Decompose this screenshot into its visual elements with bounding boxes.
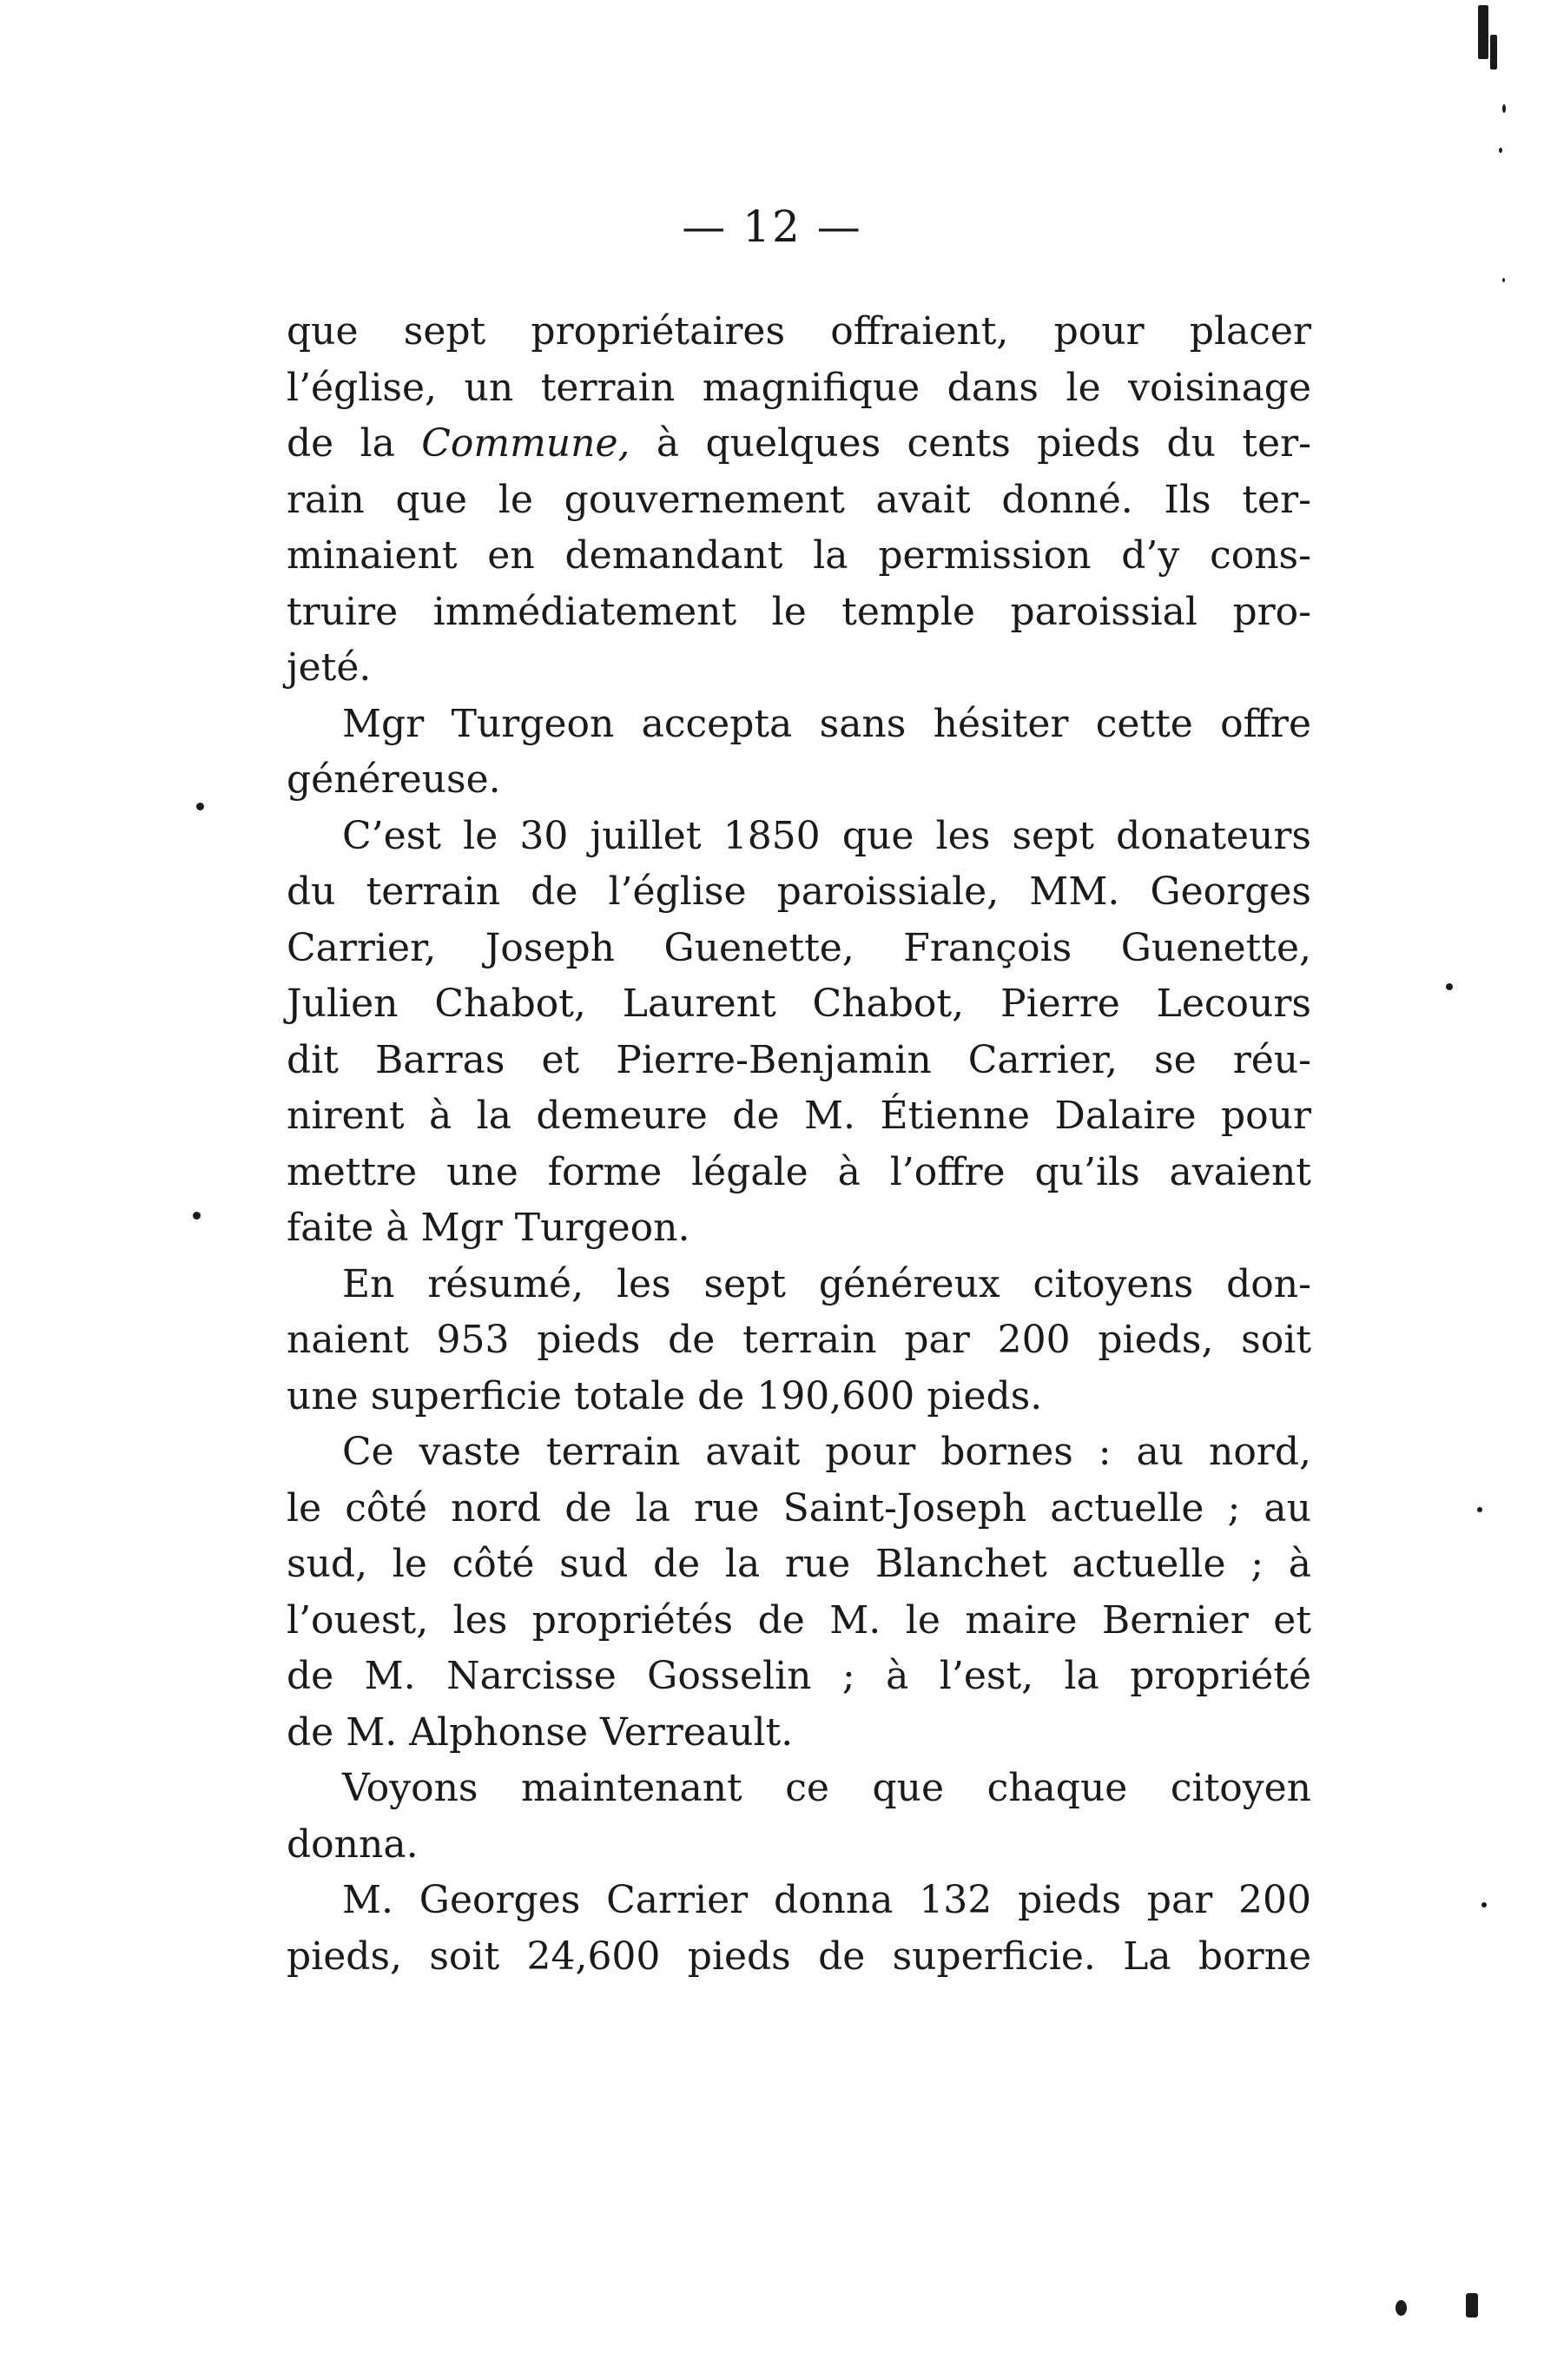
margin-speck (1502, 278, 1505, 282)
margin-speck (1481, 1902, 1487, 1907)
text-line: sud, le côté sud de la rue Blanchet actuelle ; à (287, 1542, 1311, 1586)
text-line: Julien Chabot, Laurent Chabot, Pierre Lecours (287, 982, 1311, 1026)
body-text (287, 304, 1311, 1985)
text-line: de la Commune, à quelques cents pieds du ter- (287, 421, 1311, 466)
text-line: rain que le gouvernement avait donné. Ils ter- (287, 477, 1311, 522)
text-line: naient 953 pieds de terrain par 200 pieds, soit (287, 1318, 1311, 1362)
text-line: mettre une forme légale à l’offre qu’ils avaient (287, 1149, 1311, 1194)
text-line: Carrier, Joseph Guenette, François Guenette, (287, 925, 1311, 970)
text-line: généreuse. (287, 757, 501, 802)
text-line: Ce vaste terrain avait pour bornes : au nord, (342, 1430, 1311, 1474)
text-line: du terrain de l’église paroissiale, MM. Georges (287, 869, 1311, 914)
margin-speck (1478, 5, 1488, 59)
text-line: minaient en demandant la permission d’y cons- (287, 533, 1311, 578)
text-line: jeté. (287, 645, 372, 690)
margin-speck (1446, 983, 1453, 990)
text-line: l’église, un terrain magnifique dans le voisinage (287, 365, 1311, 410)
text-line: le côté nord de la rue Saint-Joseph actuelle ; au (287, 1485, 1311, 1530)
text-line: Voyons maintenant ce que chaque citoyen (342, 1766, 1311, 1810)
margin-speck (196, 803, 204, 810)
text-line: faite à Mgr Turgeon. (287, 1206, 690, 1250)
text-line: de M. Alphonse Verreault. (287, 1709, 794, 1755)
page-number: — 12 — (682, 202, 862, 252)
text-line: l’ouest, les propriétés de M. le maire Bernier et (287, 1597, 1311, 1643)
margin-speck (1477, 1507, 1482, 1512)
text-line: pieds, soit 24,600 pieds de superficie. La borne (287, 1934, 1311, 1979)
margin-speck (1490, 35, 1497, 69)
italic-word: Commune, (421, 421, 630, 466)
text-line: C’est le 30 juillet 1850 que les sept donateurs (342, 813, 1311, 858)
text-line: nirent à la demeure de M. Étienne Dalaire pour (287, 1094, 1311, 1138)
text-line: donna. (287, 1821, 419, 1867)
text-line: M. Georges Carrier donna 132 pieds par 200 (342, 1878, 1311, 1922)
text-line: truire immédiatement le temple paroissial pro- (287, 589, 1311, 634)
margin-speck (1499, 148, 1502, 153)
margin-speck (1396, 2300, 1407, 2316)
text-line: de M. Narcisse Gosselin ; à l’est, la propriété (287, 1654, 1311, 1698)
text-line: En résumé, les sept généreux citoyens don- (342, 1261, 1311, 1306)
text-line: que sept propriétaires offraient, pour placer (287, 309, 1311, 354)
text-line: une superficie totale de 190,600 pieds. (287, 1373, 1043, 1418)
margin-speck (193, 1212, 201, 1220)
margin-speck (1466, 2293, 1478, 2317)
text-line: dit Barras et Pierre-Benjamin Carrier, se réu- (287, 1037, 1311, 1082)
margin-speck (1502, 104, 1506, 113)
text-line: Mgr Turgeon accepta sans hésiter cette offre (342, 701, 1311, 746)
